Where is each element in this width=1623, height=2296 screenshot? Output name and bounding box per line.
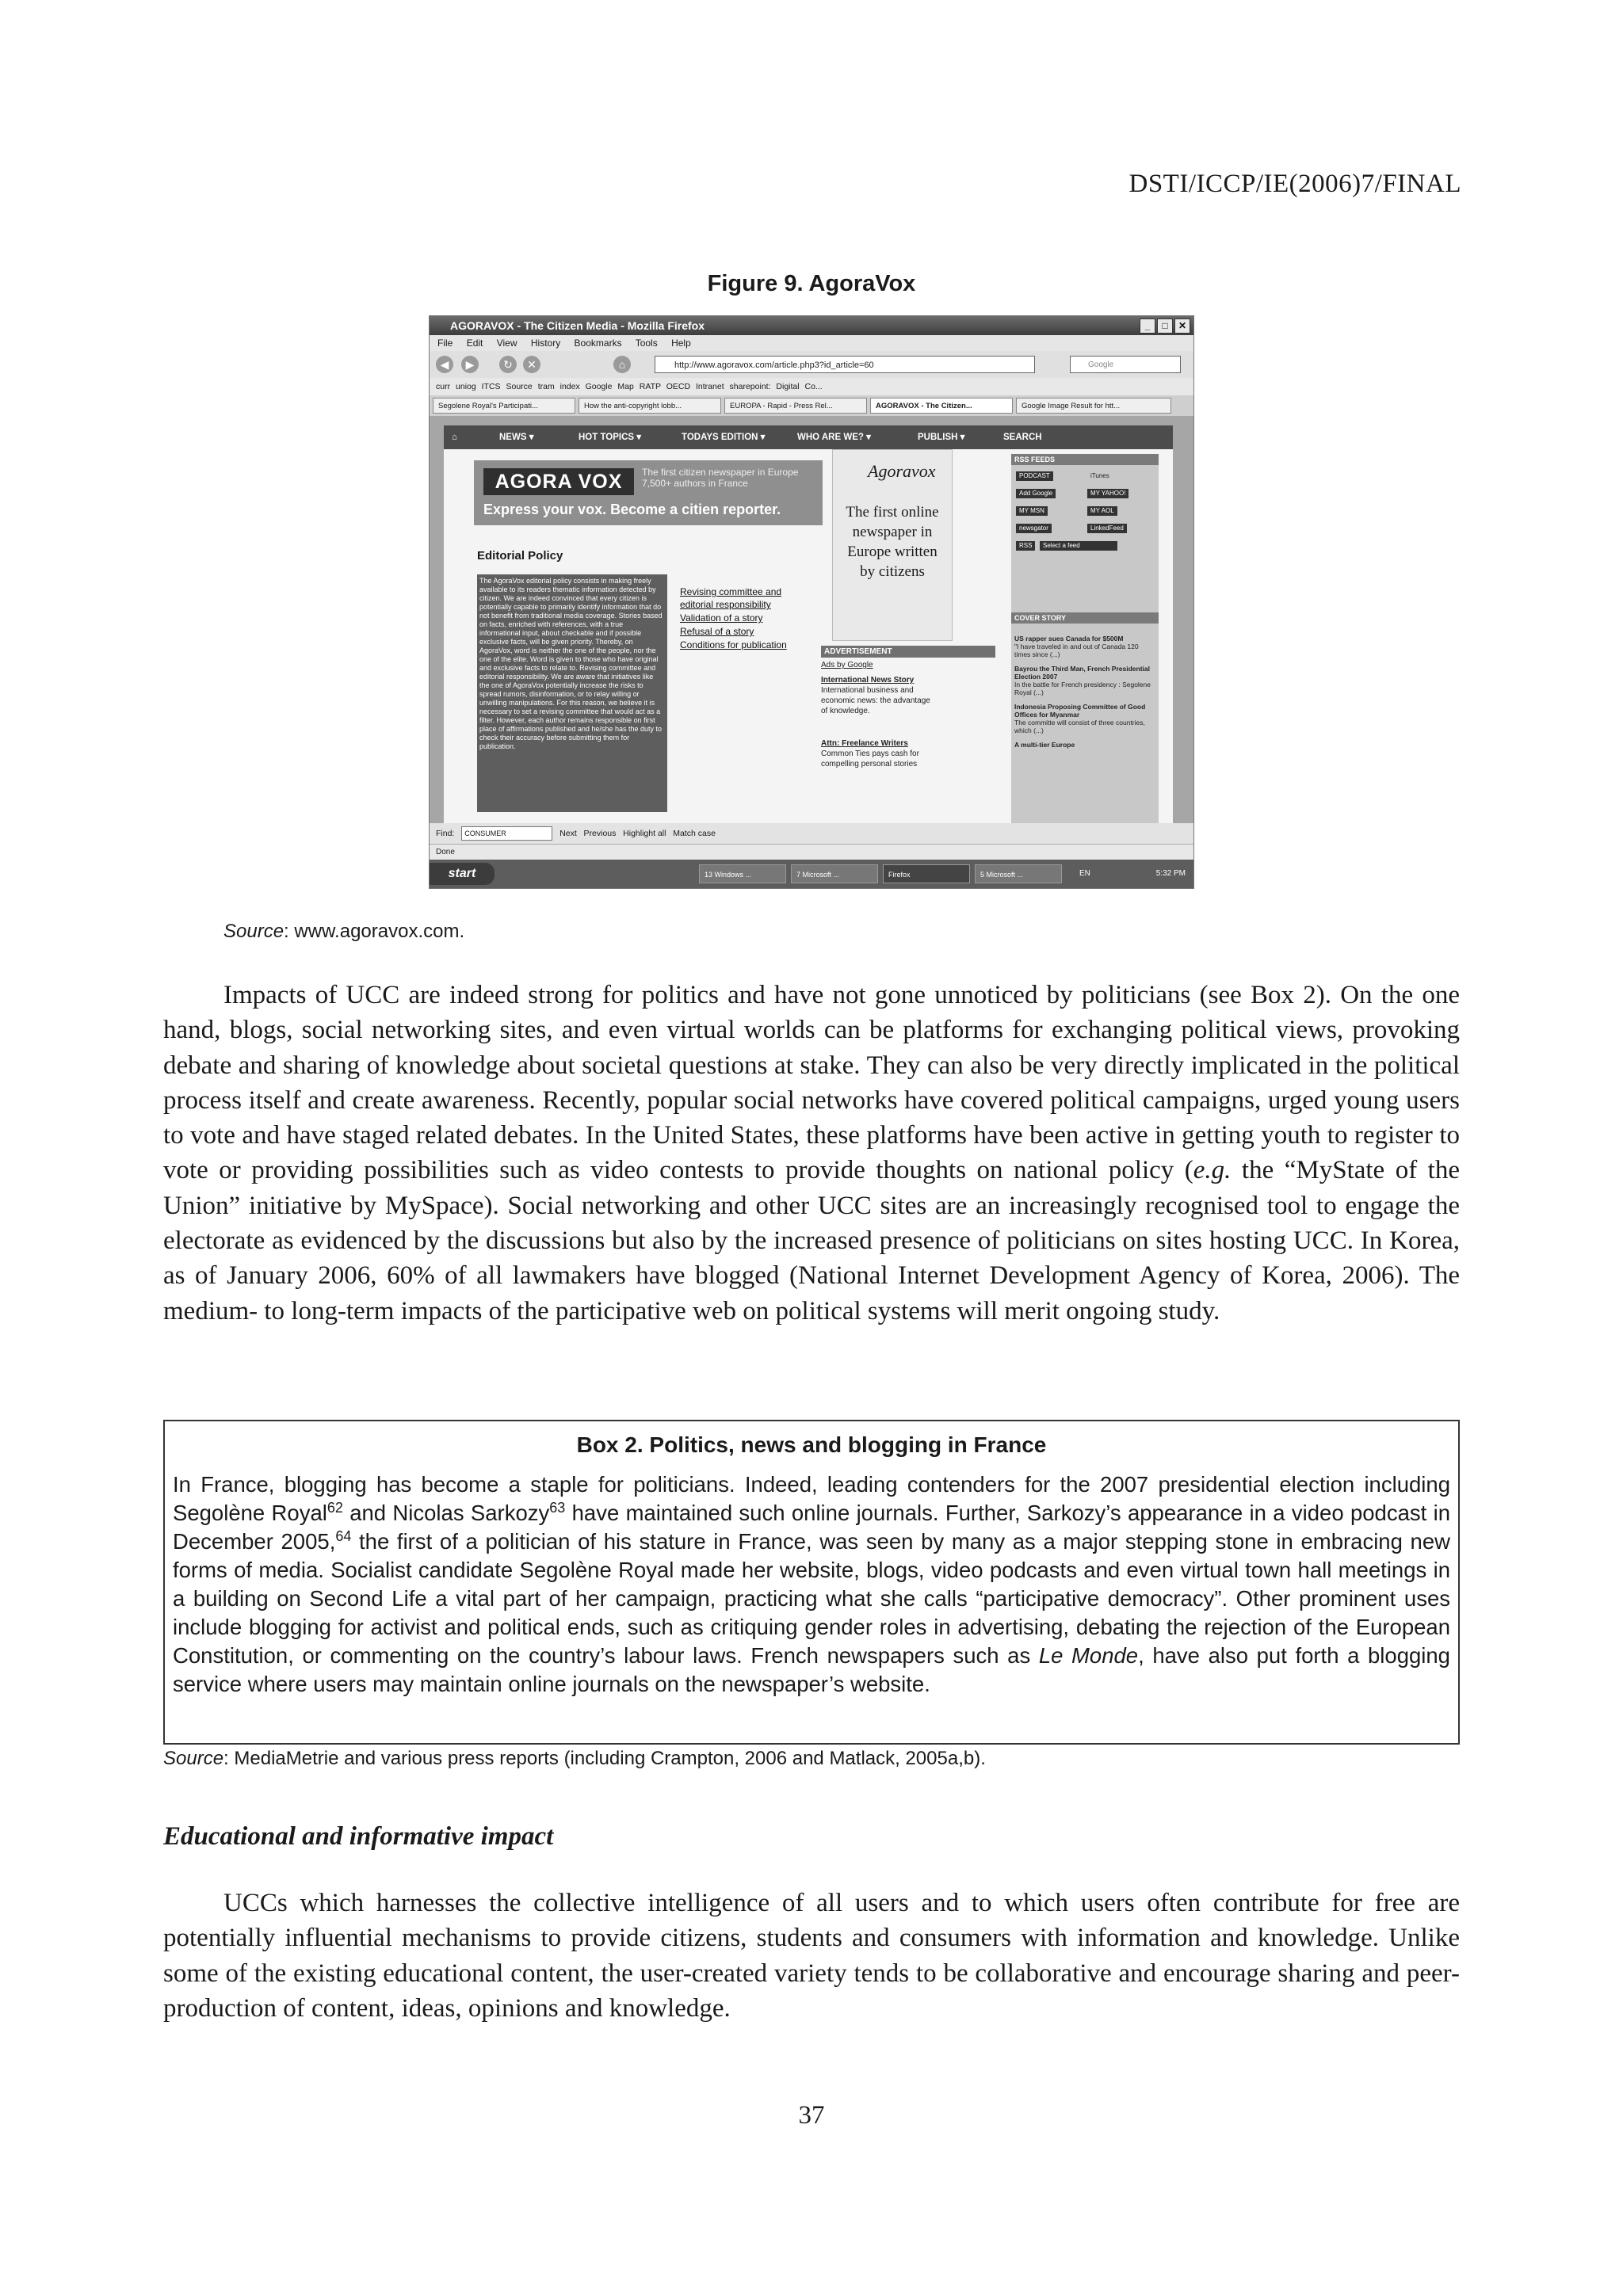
source-label: Source <box>223 921 285 942</box>
cover-stories <box>1014 628 1155 749</box>
bookmark-item: curr <box>436 382 451 391</box>
bookmark-item: index <box>559 382 580 391</box>
promo-text: The first online newspaper in Europe written by citizens <box>846 504 939 580</box>
logo-tagline: The first citizen newspaper in Europe 7,500+ authors in France <box>642 467 799 489</box>
menu-file: File <box>437 338 453 349</box>
editorial-links <box>680 585 797 652</box>
stop-icon: ✕ <box>523 356 540 373</box>
rss-button: MY YAHOO! <box>1087 489 1128 498</box>
site-nav-news: NEWS ▾ <box>499 433 534 442</box>
site-nav <box>444 425 1173 449</box>
menu-view: View <box>496 338 517 349</box>
browser-tab: Google Image Result for htt... <box>1016 398 1171 414</box>
menu-bookmarks: Bookmarks <box>574 338 622 349</box>
rss-button: LinkedFeed <box>1087 524 1127 533</box>
source-label: Source <box>163 1748 224 1769</box>
box-text-part: , have also put forth a blogging service where users may maintain online journals on the newspaper’s website. <box>173 1643 1450 1696</box>
right-column <box>1011 454 1159 823</box>
browser-tab-active: AGORAVOX - The Citizen... <box>870 398 1013 414</box>
cover-story-title: US rapper sues Canada for $500M <box>1014 635 1124 643</box>
bookmarks-toolbar <box>430 378 1193 395</box>
window-titlebar <box>430 316 1193 335</box>
section-heading: Educational and informative impact <box>163 1822 554 1851</box>
rss-button: PODCAST <box>1016 471 1053 481</box>
cover-story-text: The committe will consist of three countries, which (...) <box>1014 719 1145 734</box>
browser-tab: EUROPA - Rapid - Press Rel... <box>724 398 867 414</box>
window-title: AGORAVOX - The Citizen Media - Mozilla Firefox <box>450 319 705 332</box>
menu-tools: Tools <box>635 338 658 349</box>
cover-story-text: "I have traveled in and out of Canada 120 times since (...) <box>1014 643 1139 658</box>
find-bar <box>430 823 1193 844</box>
box-text-part: the first of a politician of his stature in France, was seen by many as a major stepping stone in embracing new forms of media. Socialist candidate Segolène Royal made her website, blogs, video podcasts and even virtual town hall meetings in a building on Second Life a vital part of her campaign, practicing what she calls “participative democracy”. Other prominent uses include blogging for activist and political ends, such as critiquing gender roles in advertising, debating the rejection of the European Constitution, or commenting on the country’s labour laws. French newspapers such as <box>173 1529 1451 1668</box>
find-highlight: Highlight all <box>623 829 666 838</box>
source-text: : www.agoravox.com. <box>284 921 465 942</box>
tab-strip <box>430 395 1193 416</box>
rss-button: MY AOL <box>1087 506 1117 516</box>
box-text-part: In France, blogging has become a staple for politicians. Indeed, leading contenders for the 2007 presidential election including Segolène Royal <box>173 1472 1450 1525</box>
rss-button: newsgator <box>1016 524 1052 533</box>
agoravox-screenshot <box>429 315 1194 889</box>
box-text-part: have maintained such online journals. Further, Sarkozy’s appearance in a video podcast in December 2005, <box>173 1501 1450 1554</box>
body-paragraph <box>163 978 1460 1329</box>
rss-select: Select a feed <box>1040 541 1117 551</box>
reload-icon: ↻ <box>499 356 517 373</box>
web-page <box>444 449 1173 823</box>
find-label: Find: <box>436 829 455 838</box>
box-source <box>163 1748 986 1770</box>
cover-story-title: A multi-tier Europe <box>1014 741 1075 749</box>
rss-button: Add Google <box>1016 489 1056 498</box>
editorial-link: Refusal of a story <box>680 626 754 637</box>
taskbar-clock: 5:32 PM <box>1155 869 1186 878</box>
site-banner <box>474 460 823 525</box>
logo-slogan: Express your vox. Become a citien reporter. <box>483 502 781 517</box>
bookmark-item: Map <box>617 382 634 391</box>
back-icon: ◀ <box>436 356 453 373</box>
paragraph-text: Impacts of UCC are indeed strong for politics and have not gone unnoticed by politicians (see Box 2). On the one hand, blogs, social networking sites, and even virtual worlds can be platforms for exchanging political views, provoking debate and sharing of knowledge about societal questions at stake. They can also be very directly implicated in the political process itself and create awareness. Recently, popular social networks have covered political campaigns, urged young users to vote and have staged related debates. In the United States, these platforms have been active in getting youth to register to vote or providing possibilities such as video contests to provide thoughts on national policy ( <box>163 981 1460 1185</box>
find-match-case: Match case <box>673 829 716 838</box>
search-field: Google <box>1070 356 1181 373</box>
taskbar-item-active: Firefox <box>883 864 970 883</box>
paragraph-text-rest: the “MyState of the Union” initiative by MySpace). Social networking and other UCC sites are an increasingly recognised tool to engage the electorate as evidenced by the discussions but also by the increased presence of politicians on sites hosting UCC. In Korea, as of January 2006, 60% of all lawmakers have blogged (National Internet Development Agency of Korea, 2006). The medium- to long-term impacts of the participative web on political systems will merit ongoing study. <box>163 1156 1460 1325</box>
editorial-link: Validation of a story <box>680 612 763 624</box>
ads-by-google: Ads by Google <box>821 661 873 669</box>
browser-tab: Segolene Royal's Participati... <box>433 398 575 414</box>
rss-button: MY MSN <box>1016 506 1048 516</box>
find-previous: Previous <box>583 829 617 838</box>
menu-bar <box>430 335 1193 351</box>
document-id: DSTI/ICCP/IE(2006)7/FINAL <box>1128 170 1461 198</box>
page-number: 37 <box>798 2101 825 2130</box>
box-text <box>173 1470 1450 1699</box>
forward-icon: ▶ <box>461 356 479 373</box>
menu-help: Help <box>671 338 691 349</box>
figure-source <box>223 921 464 943</box>
paragraph-eg: e.g. <box>1193 1156 1232 1185</box>
editorial-link: Revising committee and editorial responsibility <box>680 586 782 610</box>
footnote-ref: 63 <box>549 1499 566 1516</box>
cover-story-title: Bayrou the Third Man, French Presidential Election 2007 <box>1014 665 1150 681</box>
cover-story-text: In the battle for French presidency : Segolene Royal (...) <box>1014 681 1151 696</box>
taskbar-item: 7 Microsoft ... <box>791 864 878 883</box>
site-nav-hot-topics: HOT TOPICS ▾ <box>579 433 642 442</box>
maximize-icon: □ <box>1157 318 1173 334</box>
cover-story-title: Indonesia Proposing Committee of Good Offices for Myanmar <box>1014 703 1146 719</box>
box-title: Box 2. Politics, news and blogging in France <box>576 1432 1047 1457</box>
site-home-icon: ⌂ <box>452 433 457 442</box>
status-bar: Done <box>430 844 1193 860</box>
editorial-text: The AgoraVox editorial policy consists in making freely available to its readers thematic information detected by citizen. We are indeed convinced that every citizen is potentially capable to primarily identify information that do not benefit from traditional media coverage. Stories based on facts, enriched with references, with a true informational input, about checkable and if possible exclusive facts, will be given priority. Thereby, on AgoraVox, word is neither the one of the people, nor the one of the elite. Word is given to those who have original and exclusive facts to relate to. Revising committee and editorial responsibility. We are aware that initiatives like the one of AgoraVox potentially increase the risks to spread rumors, disinformation, or to relay willing or unwilling manipulations. For this reason, we believe it is necessary to set a revising committee that would act as a filter. However, each author remains responsible on first place of affirmations published and he/she has the duty to check their accuracy before submitting them for publication. <box>477 574 667 812</box>
taskbar-item: 13 Windows ... <box>699 864 786 883</box>
bookmark-item: OECD Intranet <box>666 382 724 391</box>
body-paragraph: UCCs which harnesses the collective intelligence of all users and to which users often contribute for free are potentially influential mechanisms to provide citizens, students and consumers with information and knowledge. Unlike some of the existing educational content, the user-created variety tends to be collaborative and encourage sharing and peer-production of content, ideas, opinions and knowledge. <box>163 1889 1460 2023</box>
promo-brand: Agoravox <box>868 461 936 481</box>
cover-header: COVER STORY <box>1011 612 1159 624</box>
ad-text: Common Ties pays cash for compelling personal stories <box>821 749 919 769</box>
box-text-part: and Nicolas Sarkozy <box>342 1501 550 1525</box>
minimize-icon: _ <box>1140 318 1155 334</box>
source-text: : MediaMetrie and various press reports (including Crampton, 2006 and Matlack, 2005a,b). <box>223 1748 986 1769</box>
rss-header: RSS FEEDS <box>1011 454 1159 465</box>
find-next: Next <box>559 829 577 838</box>
site-nav-who-are-we: WHO ARE WE? ▾ <box>797 433 871 442</box>
ad-title: International News Story <box>821 676 915 685</box>
ad-text: International business and economic news: the advantage of knowledge. <box>821 686 930 715</box>
ads-header: ADVERTISEMENT <box>821 646 995 658</box>
ad-title: Attn: Freelance Writers <box>821 739 908 748</box>
close-icon: ✕ <box>1174 318 1190 334</box>
site-nav-todays-edition: TODAYS EDITION ▾ <box>682 433 766 442</box>
find-input: CONSUMER <box>461 826 552 841</box>
page-viewport <box>430 416 1193 823</box>
site-logo: AGORA VOX <box>483 468 634 495</box>
site-nav-publish: PUBLISH ▾ <box>918 433 965 442</box>
rss-button: iTunes <box>1090 472 1109 479</box>
box-2 <box>163 1420 1460 1745</box>
ads-block <box>821 646 995 769</box>
newspaper-name: Le Monde <box>1038 1643 1139 1668</box>
bookmark-item: tram <box>537 382 555 391</box>
promo-poster <box>832 449 953 641</box>
editorial-title: Editorial Policy <box>477 549 563 563</box>
bookmark-item: RATP <box>639 382 661 391</box>
footnote-ref: 62 <box>327 1499 343 1516</box>
bookmark-item: uniog <box>456 382 476 391</box>
bookmark-item: sharepoint: Digital Co... <box>729 382 823 391</box>
navigation-toolbar <box>430 351 1193 378</box>
figure-caption: Figure 9. AgoraVox <box>707 271 916 296</box>
rss-button: RSS <box>1016 541 1035 551</box>
bookmark-item: ITCS <box>481 382 501 391</box>
menu-history: History <box>530 338 561 349</box>
start-button: start <box>430 863 495 885</box>
taskbar <box>430 860 1193 888</box>
browser-tab: How the anti-copyright lobb... <box>579 398 721 414</box>
language-indicator: EN <box>1079 869 1090 878</box>
footnote-ref: 64 <box>335 1527 352 1544</box>
taskbar-item: 5 Microsoft ... <box>975 864 1062 883</box>
editorial-link: Conditions for publication <box>680 639 787 650</box>
home-icon: ⌂ <box>613 356 631 373</box>
bookmark-item: Source <box>506 382 533 391</box>
url-field: http://www.agoravox.com/article.php3?id_article=60 <box>655 356 1035 373</box>
site-nav-search: SEARCH <box>1003 433 1042 442</box>
bookmark-item: Google <box>585 382 613 391</box>
menu-edit: Edit <box>466 338 483 349</box>
